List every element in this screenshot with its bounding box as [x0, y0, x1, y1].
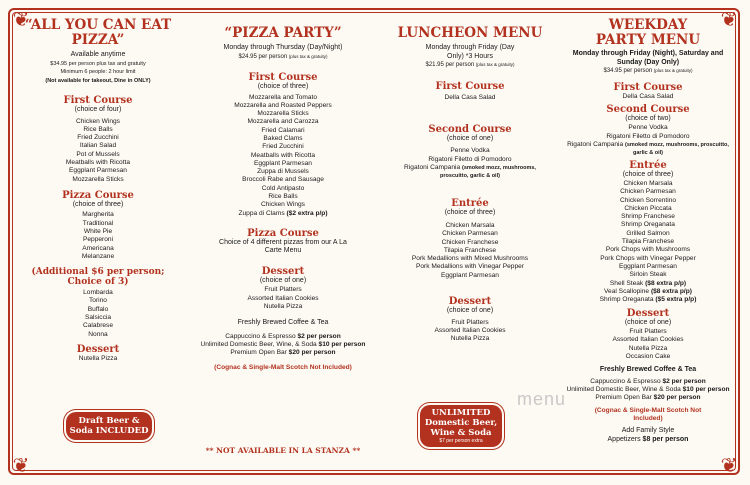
column-title: WEEKDAY PARTY MENU — [595, 17, 701, 48]
menu-item: Assorted Italian Cookies — [247, 294, 319, 302]
menu-item: Broccoli Rabe and Sausage — [242, 176, 324, 184]
item-list — [18, 118, 178, 184]
menu-item: Penne Vodka — [450, 147, 490, 155]
menu-item: Rigatoni Campania (smoked mozz, mushrooms, proscuitto, garlic & oil) — [567, 140, 729, 157]
menu-item: Mozzarella Sticks — [257, 110, 309, 118]
cognac-note: (Cognac & Single-Malt Scotch Not Included) — [594, 406, 702, 422]
menu-item: Della Casa Salad — [622, 92, 674, 100]
item-list — [380, 222, 560, 280]
menu-item: Italian Salad — [79, 142, 117, 150]
draft-beer-badge: Draft Beer & Soda INCLUDED — [66, 412, 152, 440]
menu-item: Nonna — [88, 330, 108, 338]
section-heading: Entrée — [629, 160, 667, 172]
menu-item: Mozzarella Sticks — [72, 175, 124, 183]
menu-item: Pot of Mussels — [76, 150, 120, 158]
menu-item: Pork Medallions with Mixed Mushrooms — [411, 255, 529, 263]
menu-item: Chicken Sorrentino — [619, 196, 677, 204]
menu-item: Assorted Italian Cookies — [612, 336, 684, 344]
column-title: LUNCHEON MENU — [397, 25, 543, 41]
luncheon-column — [380, 18, 560, 343]
section-heading: Dessert — [448, 296, 492, 308]
menu-item: Shrimp Oreganata ($5 extra p/p) — [599, 296, 697, 304]
menu-item: White Pie — [83, 227, 113, 235]
choice-note: (choice of three) — [257, 83, 309, 90]
menu-item: Zuppa di Clams ($2 extra p/p) — [238, 209, 328, 217]
section-heading: Dessert — [261, 265, 305, 277]
menu-item: Veal Scallopine ($8 extra p/p) — [604, 287, 692, 295]
menu-item: Rice Balls — [268, 193, 298, 201]
menu-item: Chicken Wings — [261, 201, 305, 209]
menu-item: Melanzane — [81, 252, 115, 260]
menu-item: Lombarda — [83, 289, 113, 297]
menu-item: Shrimp Oreganata — [621, 221, 675, 229]
coffee-line: Freshly Brewed Coffee & Tea — [237, 319, 329, 327]
section-heading: Entrée — [451, 198, 489, 210]
item-list — [188, 286, 378, 311]
item-list — [380, 147, 560, 164]
menu-item: Shell Steak ($8 extra p/p) — [609, 279, 687, 287]
section-heading: First Course — [435, 80, 505, 92]
menu-item: Cold Antipasto — [261, 184, 305, 192]
menu-item: Nutella Pizza — [450, 335, 490, 343]
menu-item: Chicken Piccata — [624, 204, 672, 212]
choice-note: (choice of three) — [444, 209, 496, 217]
menu-item: Americana — [82, 244, 114, 252]
menu-item: Chicken Marsala — [445, 221, 495, 229]
price: $34.95 per person plus tax and gratuity — [50, 60, 146, 67]
menu-item: Tilapia Franchese — [443, 246, 497, 254]
menu-item: Sirloin Steak — [629, 271, 667, 279]
watermark: menu — [517, 389, 567, 409]
choice-note: (choice of two) — [625, 114, 671, 122]
menu-item: Pork Medallions with Vinegar Pepper — [415, 263, 524, 271]
menu-item: Fried Calamari — [261, 126, 305, 134]
price: $24.95 per person (plus tax & gratuity) — [238, 53, 328, 60]
choice-note: (choice of four) — [74, 106, 122, 113]
section-heading: Pizza Course — [247, 227, 319, 239]
menu-item: Chicken Parmesan — [442, 230, 498, 238]
item-list — [188, 94, 378, 210]
menu-item: Salsiccia — [84, 314, 112, 322]
item-list — [562, 180, 734, 280]
menu-item: Occasion Cake — [625, 352, 671, 360]
menu-item: Chicken Marsala — [623, 179, 673, 187]
drink-line: Cappuccino & Espresso $2 per person — [225, 332, 341, 340]
menu-item: Fruit Platters — [264, 286, 302, 294]
days: Monday through Friday (Night), Saturday and Sunday (Day Only) — [572, 50, 724, 66]
item-list — [380, 94, 560, 102]
choice-note: (choice of three) — [72, 200, 124, 208]
drink-line: Unlimited Domestic Beer, Wine, & Soda $10 per person — [200, 341, 366, 349]
choice-note: (choice of one) — [624, 319, 672, 327]
section-heading: Dessert — [76, 343, 120, 355]
menu-item: Della Casa Salad — [444, 93, 496, 101]
corner-ornament-icon: ❦ — [720, 453, 738, 477]
column-title: “PIZZA PARTY” — [224, 25, 342, 41]
menu-item: Mozzarella and Roasted Peppers — [234, 101, 332, 109]
badge-price: $7 per person extra — [439, 438, 483, 444]
not-available-note: ** NOT AVAILABLE IN LA STANZA ** — [205, 446, 361, 455]
badge-text: UNLIMITED Domestic Beer, Wine & Soda — [424, 408, 498, 438]
menu-item: Eggplant Parmesan — [441, 271, 499, 279]
drink-line: Unlimited Domestic Beer, Wine & Soda $10 per person — [566, 385, 730, 393]
menu-item: Eggplant Parmesan — [619, 262, 677, 270]
menu-item: Fruit Platters — [451, 318, 489, 326]
menu-item: Meatballs with Ricotta — [250, 151, 316, 159]
item-list — [562, 328, 734, 361]
menu-item: Mozzarella and Tomato — [248, 93, 318, 101]
menu-item: Eggplant Parmesan — [69, 167, 127, 175]
menu-item: Rice Balls — [83, 125, 113, 133]
menu-item: Nutella Pizza — [78, 354, 118, 362]
menu-item: Rigatoni Filetto di Pomodoro — [428, 155, 512, 163]
pizza-party-column — [188, 18, 378, 372]
corner-ornament-icon: ❦ — [12, 453, 30, 477]
menu-item: Traditional — [82, 219, 114, 227]
menu-item: Calabrese — [82, 322, 114, 330]
menu-item: Nutella Pizza — [263, 303, 303, 311]
appetizers-line: Appetizers $8 per person — [607, 435, 689, 443]
menu-item: Zuppa di Mussels — [257, 168, 309, 176]
menu-item: Grilled Salmon — [626, 229, 670, 237]
dine-in-note: (Not available for takeout, Dine in ONLY) — [45, 77, 151, 84]
drink-line: Premium Open Bar $20 per person — [230, 349, 336, 357]
weekday-party-column — [562, 18, 734, 444]
menu-item: Penne Vodka — [628, 124, 668, 132]
days: Monday through Friday (Day Only) *3 Hours — [425, 44, 515, 60]
item-list — [562, 124, 734, 141]
menu-item: Rigatoni Campania (smoked mozz, mushrooms, proscuitto, garlic & oil) — [404, 163, 536, 180]
section-heading: Second Course — [428, 123, 512, 135]
price: $34.95 per person (plus tax & gratuity) — [603, 68, 693, 74]
item-list — [380, 319, 560, 344]
all-you-can-eat-column — [18, 18, 178, 363]
section-heading: Pizza Course — [62, 189, 134, 201]
section-heading: First Course — [613, 81, 683, 93]
menu-item: Nutella Pizza — [628, 344, 668, 352]
menu-item: Fried Zucchini — [262, 143, 304, 151]
menu-item: Chicken Parmesan — [620, 188, 676, 196]
days: Monday through Thursday (Day/Night) — [223, 44, 343, 51]
family-style: Add Family Style — [621, 427, 675, 435]
menu-item: Mozzarella and Carozza — [247, 118, 319, 126]
coffee-line: Freshly Brewed Coffee & Tea — [599, 366, 697, 374]
section-heading: First Course — [63, 95, 133, 106]
item-list — [18, 211, 178, 261]
cognac-note: (Cognac & Single-Malt Scotch Not Included) — [214, 363, 352, 371]
choice-note: (choice of three) — [622, 171, 674, 179]
menu-item: Chicken Franchese — [441, 238, 499, 246]
choice-note: (choice of one) — [259, 276, 307, 284]
column-title: “ALL YOU CAN EAT PIZZA” — [24, 17, 172, 48]
menu-item: Shrimp Franchese — [621, 213, 675, 221]
choice-note: (choice of one) — [446, 307, 494, 315]
menu-item: Assorted Italian Cookies — [434, 326, 506, 334]
drink-line: Cappuccino & Espresso $2 per person — [590, 377, 706, 385]
section-heading: First Course — [248, 72, 318, 83]
corner-ornament-icon: ❦ — [720, 7, 738, 31]
section-heading: Dessert — [626, 308, 670, 320]
menu-item: Pork Chops with Vinegar Pepper — [600, 254, 696, 262]
corner-ornament-icon: ❦ — [12, 7, 30, 31]
pizza-text: Choice of 4 different pizzas from our A La Carte Menu — [219, 238, 347, 255]
menu-item: Pork Chops with Mushrooms — [605, 246, 691, 254]
item-list — [18, 355, 178, 363]
menu-item: Torino — [89, 297, 107, 305]
drink-line: Premium Open Bar $20 per person — [595, 394, 701, 402]
item-list — [562, 93, 734, 101]
menu-item: Fried Zucchini — [77, 134, 119, 142]
menu-item: Chicken Wings — [76, 117, 120, 125]
menu-item: Fruit Platters — [629, 327, 667, 335]
item-list — [18, 289, 178, 339]
menu-item: Pepperoni — [82, 236, 114, 244]
unlimited-drinks-badge — [420, 405, 502, 447]
menu-item: Baked Clams — [263, 134, 303, 142]
menu-item: Rigatoni Filetto di Pomodoro — [606, 132, 690, 140]
section-heading: (Additional $6 per person; Choice of 3) — [31, 267, 165, 288]
choice-note: (choice of one) — [446, 134, 494, 142]
menu-item: Tilapia Franchese — [621, 238, 675, 246]
menu-item: Margherita — [82, 211, 114, 219]
menu-item: Meatballs with Ricotta — [65, 158, 131, 166]
minimum: Minimum 6 people: 2 hour limit — [60, 69, 136, 75]
menu-item: Buffalo — [87, 305, 109, 313]
section-heading: Second Course — [606, 103, 690, 115]
menu-item: Eggplant Parmesan — [254, 159, 312, 167]
availability: Available anytime — [70, 51, 126, 58]
price: $21.95 per person (plus tax & gratuity) — [425, 62, 515, 68]
